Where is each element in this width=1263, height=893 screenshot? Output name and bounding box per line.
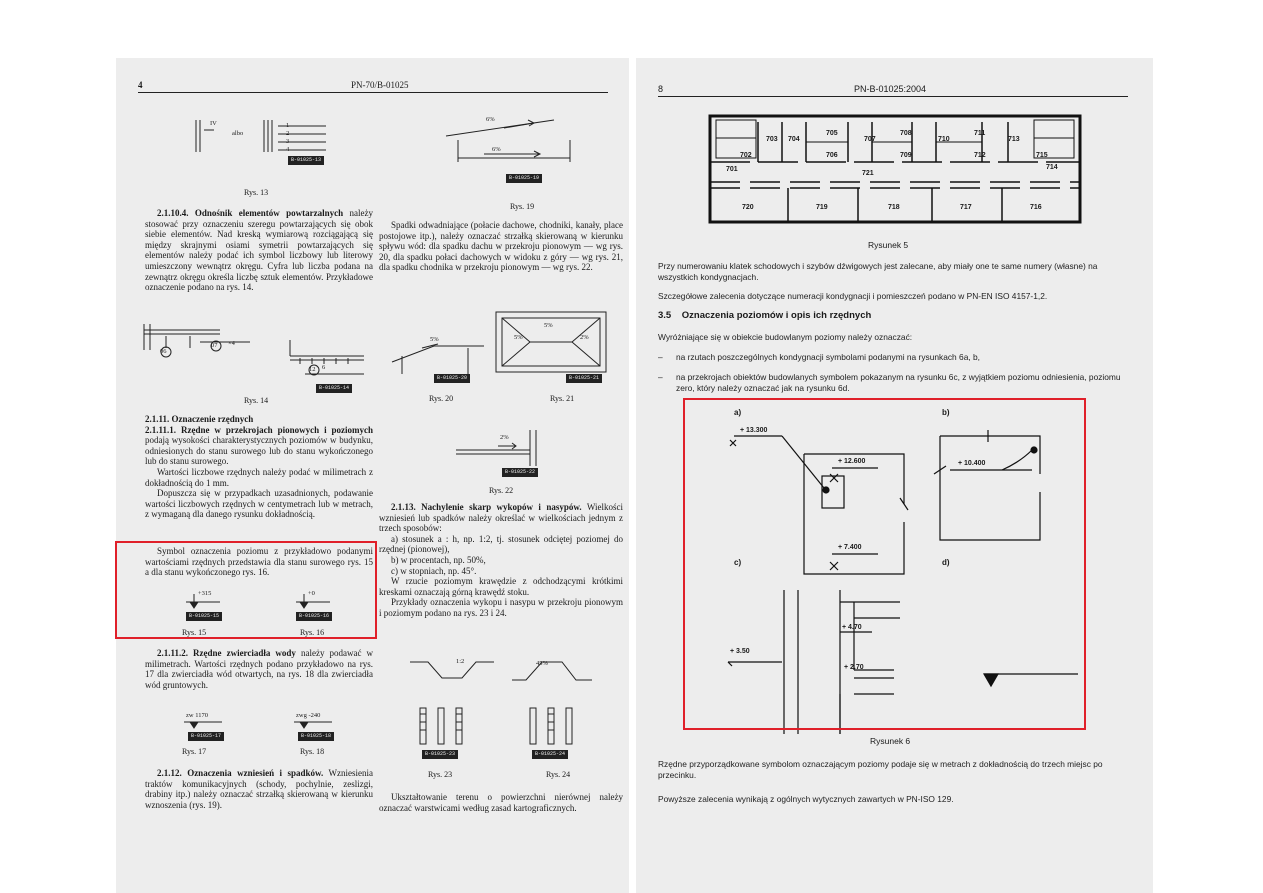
room-712: 712 <box>974 152 986 159</box>
para-uksztaltowanie <box>379 792 623 813</box>
para-2-1-10-4 <box>145 208 373 293</box>
fig18-caption: Rys. 18 <box>300 747 325 756</box>
section-2-1-13-p2: W rzucie poziomym krawędzie z odchodzącymi krótkimi kreskami oznaczają górną krawędź stoku. <box>379 576 623 597</box>
fig6b-label: b) <box>942 408 950 417</box>
section-2-1-13 <box>379 502 623 619</box>
fig6c-label: c) <box>734 558 742 567</box>
fig21-drawing <box>494 310 610 380</box>
section-2-1-11-num: 2.1.11. <box>145 414 170 424</box>
fig19-pct-top: 6% <box>486 116 495 123</box>
bullet-1-text: na rzutach poszczególnych kondygnacji symbolami podanymi na rysunkach 6a, b, <box>676 352 980 362</box>
fig13-num-1: 1 <box>286 122 290 129</box>
room-707: 707 <box>864 136 876 143</box>
room-701: 701 <box>726 166 738 173</box>
bullet-1-dash: – <box>658 352 663 362</box>
bullet-1 <box>676 352 1132 363</box>
room-702: 702 <box>740 152 752 159</box>
fig24-caption: Rys. 24 <box>546 770 571 779</box>
section-2-1-11-1-text: podają wysokości charakterystycznych poziomów w budynku, odniesionych do stanu surowego lub do stanu wykończonego lub do stanu surowego. <box>145 435 373 467</box>
room-715: 715 <box>1036 152 1048 159</box>
left-header-rule <box>138 92 608 93</box>
fig16-value: +0 <box>308 590 315 597</box>
fig23-pct: 1:2 <box>456 658 465 665</box>
fig21-tag: B-01025-21 <box>566 374 602 383</box>
para-symbol-text: Symbol oznaczenia poziomu z przykładowo podanymi wartościami rzędnych przedstawia dla stanu surowego rys. 15 a dla stanu wykończonego rys. 16. <box>145 546 373 578</box>
right-para-1 <box>658 261 1132 283</box>
right-para-4 <box>658 759 1132 781</box>
room-718: 718 <box>888 204 900 211</box>
bullet-2-dash: – <box>658 372 663 382</box>
right-highlight-box <box>683 398 1086 730</box>
corridor-721: 721 <box>862 170 874 177</box>
fig17-tag: B-01025-17 <box>188 732 224 741</box>
section-2-1-12 <box>145 768 373 810</box>
fig6a-value-3: + 7.400 <box>838 544 862 551</box>
fig18-tag: B-01025-18 <box>298 732 334 741</box>
right-para-1-text: Przy numerowaniu klatek schodowych i szybów dźwigowych jest zalecane, aby miały one te same numery (własne) na wszystkich kondygnacjach. <box>658 261 1098 282</box>
section-2-1-13-p3: Przykłady oznaczenia wykopu i nasypu w przekroju pionowym i poziomym podano na rys. 23 i 24. <box>379 597 623 618</box>
fig14-mul2-label: 6 <box>322 364 326 371</box>
room-720: 720 <box>742 204 754 211</box>
fig13-num-3: 3 <box>286 138 290 145</box>
fig6c-value-2: + 3.50 <box>730 648 750 655</box>
fig13-tag: B-01025-13 <box>288 156 324 165</box>
fig17-value: zw 1170 <box>186 712 208 719</box>
room-709: 709 <box>900 152 912 159</box>
fig23-caption: Rys. 23 <box>428 770 453 779</box>
section-2-1-13-num: 2.1.13. <box>391 502 416 512</box>
fig18-value: zwg -240 <box>296 712 321 719</box>
para-2-1-10-4-text: należy stosować przy oznaczeniu szeregu powtarzających się obok siebie elementów. Nad kreską wymiarową rozciągającą się między skrajnymi osiami symetrii powtarzających się elementów należy podać ich symbol liczbowy lub literowy umieszczony wewnątrz okręgu. Cyfra lub liczba podana na zewnątrz okręgu określa liczbę sztuk elementów. Przykładowe oznaczenie podano na rys. 14. <box>145 208 373 293</box>
section-2-1-11-2 <box>145 648 373 690</box>
room-714: 714 <box>1046 164 1058 171</box>
fig6a-label: a) <box>734 408 742 417</box>
fig14-mul-label: ×4 <box>228 340 235 347</box>
fig19-caption: Rys. 19 <box>510 202 535 211</box>
right-para-5-text: Powyższe zalecenia wynikają z ogólnych wytycznych zawartych w PN-ISO 129. <box>658 794 954 804</box>
fig20-tag: B-01025-20 <box>434 374 470 383</box>
fig13-caption: Rys. 13 <box>244 188 269 197</box>
room-706: 706 <box>826 152 838 159</box>
section-2-1-13-text: Wielkości wzniesień lub spadków należy określać w wielkościach jednym z trzech sposobów: <box>379 502 624 534</box>
right-para-5 <box>658 794 1132 805</box>
fig13-mid-label: albo <box>232 130 244 137</box>
fig6b-value: + 10.400 <box>958 460 986 467</box>
fig6c-value-3: + 2.70 <box>844 664 864 671</box>
fig21-pct-3: 2% <box>580 334 589 341</box>
fig15-caption: Rys. 15 <box>182 628 207 637</box>
left-highlight-box <box>115 541 377 639</box>
para-spadki <box>379 220 623 273</box>
room-708: 708 <box>900 130 912 137</box>
fig22-pct: 2% <box>500 434 509 441</box>
section-2-1-12-text: Wzniesienia traktów komunikacyjnych (schody, pochylnie, zeslizgi, drabiny itp.) należy oznaczać strzałką skierowaną w kierunku wznoszenia (rys. 19). <box>145 768 374 810</box>
fig14-circle-1-label: 06 <box>160 348 167 355</box>
fig14-circle-3-label: 12 <box>309 366 316 373</box>
fig21-pct-1: 5% <box>544 322 553 329</box>
section-2-1-11-1-num: 2.1.11.1. <box>145 424 177 435</box>
right-header-rule <box>658 96 1128 97</box>
section-2-1-11-title: Oznaczenie rzędnych <box>171 414 254 424</box>
fig19-pct-bot: 6% <box>492 146 501 153</box>
fig6a-value-1: + 13.300 <box>740 427 768 434</box>
section-2-1-13-item-a: a) stosunek a : h, np. 1:2, tj. stosunek odciętej poziomej do rzędnej (pionowej), <box>379 533 623 555</box>
fig6d-label: d) <box>942 558 950 567</box>
section-2-1-11-1-title: Rzędne w przekrojach pionowych i poziomych <box>180 424 374 435</box>
right-para-2-text: Szczegółowe zalecenia dotyczące numeracji kondygnacji i pomieszczeń podano w PN-EN ISO 4157-1,2. <box>658 291 1048 301</box>
fig14-caption: Rys. 14 <box>244 396 269 405</box>
fig23-24-drawing <box>402 652 602 752</box>
fig16-tag: B-01025-16 <box>296 612 332 621</box>
section-2-1-11 <box>145 414 373 520</box>
para-wartosci: Wartości liczbowe rzędnych należy podać w milimetrach z dokładnością do 1 mm. <box>145 466 373 488</box>
fig13-drawing <box>178 116 348 176</box>
room-704: 704 <box>788 136 800 143</box>
fig22-tag: B-01025-22 <box>502 468 538 477</box>
section-2-1-11-2-title: Rzędne zwierciadła wody <box>193 648 296 658</box>
fig14-drawing <box>140 320 372 390</box>
fig6a-value-2: + 12.600 <box>838 458 866 465</box>
section-2-1-11-2-num: 2.1.11.2. <box>157 648 189 658</box>
fig15-value: +315 <box>198 590 212 597</box>
right-para-4-text: Rzędne przyporządkowane symbolom oznaczającym poziomy podaje się w metrach z dokładnością do trzech miejsc po przecinku. <box>658 759 1103 780</box>
para-uksztaltowanie-text: Ukształtowanie terenu o powierzchni nierównej należy oznaczać warstwicami według zasad kartograficznych. <box>379 792 623 813</box>
para-dopuszcza: Dopuszcza się w przypadkach uzasadnionych, podawanie wartości liczbowych rzędnych w centymetrach lub w metrach, z wymaganą dla danego rysunku dokładnością. <box>145 488 373 520</box>
room-719: 719 <box>816 204 828 211</box>
figure6-caption: Rysunek 6 <box>870 736 911 746</box>
right-page-header: PN-B-01025:2004 <box>854 84 927 94</box>
fig22-caption: Rys. 22 <box>489 486 514 495</box>
fig24-pct: 45% <box>536 660 548 667</box>
bullet-2-text: na przekrojach obiektów budowlanych symbolem pokazanym na rysunku 6c, z wyjątkiem poziomu odniesienia, poziomu zero, który należy oznaczać jak na rysunku 6d. <box>676 372 1121 393</box>
left-page <box>116 58 629 893</box>
section-3-5-num: 3.5 <box>658 310 672 321</box>
fig13-num-4: 4 <box>286 146 290 153</box>
fig16-caption: Rys. 16 <box>300 628 325 637</box>
room-713: 713 <box>1008 136 1020 143</box>
bullet-2 <box>676 372 1132 394</box>
section-2-1-11-2-text: należy podawać w milimetrach. Wartości rzędnych podano przykładowo na rys. 17 dla zwierciadła wód otwartych, na rys. 18 dla zwierciadła wód gruntowych. <box>145 648 373 690</box>
fig13-iv-label: IV <box>210 120 217 127</box>
fig23-tag: B-01025-23 <box>422 750 458 759</box>
para-2-1-10-4-title: Odnośnik elementów powtarzalnych <box>194 208 344 218</box>
left-page-number: 4 <box>138 80 143 90</box>
section-2-1-13-item-b: b) w procentach, np. 50%, <box>391 554 486 565</box>
section-2-1-13-title: Nachylenie skarp wykopów i nasypów. <box>421 502 582 512</box>
right-para-3 <box>658 332 1132 343</box>
room-716: 716 <box>1030 204 1042 211</box>
fig24-tag: B-01025-24 <box>532 750 568 759</box>
figure5-caption: Rysunek 5 <box>868 240 909 250</box>
room-703: 703 <box>766 136 778 143</box>
fig19-drawing <box>444 114 604 174</box>
right-para-2 <box>658 291 1132 302</box>
room-711: 711 <box>974 130 986 137</box>
fig20-pct: 5% <box>430 336 439 343</box>
fig14-tag: B-01025-14 <box>316 384 352 393</box>
right-page-number: 8 <box>658 84 664 94</box>
section-2-1-12-title: Oznaczenia wzniesień i spadków. <box>187 768 324 778</box>
para-2-1-10-4-num: 2.1.10.4. <box>157 208 189 218</box>
para-spadki-text: Spadki odwadniające (połacie dachowe, chodniki, kanały, place postojowe itp.), należy oznaczać strzałką skierowaną w kierunku spływu wód: dla spadku dachu w przekroju pionowym — wg rys. 20, dla spadku połaci dachowych w widoku z góry — wg rys. 21, dla spadku chodnika w przekroju pionowym — wg rys. 22. <box>379 220 623 273</box>
fig6c-value-1: + 4.70 <box>842 624 862 631</box>
fig20-caption: Rys. 20 <box>429 394 454 403</box>
section-3-5-heading <box>658 310 871 321</box>
fig15-tag: B-01025-15 <box>186 612 222 621</box>
fig14-circle-2-label: 07 <box>211 342 218 349</box>
fig13-num-2: 2 <box>286 130 290 137</box>
fig21-pct-2: 5% <box>514 334 523 341</box>
section-2-1-12-num: 2.1.12. <box>157 768 182 778</box>
left-page-header: PN-70/B-01025 <box>351 80 409 90</box>
room-705: 705 <box>826 130 838 137</box>
section-3-5-title: Oznaczenia poziomów i opis ich rzędnych <box>681 310 872 321</box>
room-710: 710 <box>938 136 950 143</box>
fig17-caption: Rys. 17 <box>182 747 207 756</box>
fig19-tag: B-01025-19 <box>506 174 542 183</box>
fig21-caption: Rys. 21 <box>550 394 575 403</box>
right-para-3-text: Wyróżniające się w obiekcie budowlanym poziomy należy oznaczać: <box>658 332 913 342</box>
section-2-1-13-item-c: c) w stopniach, np. 45°. <box>391 565 477 576</box>
room-717: 717 <box>960 204 972 211</box>
